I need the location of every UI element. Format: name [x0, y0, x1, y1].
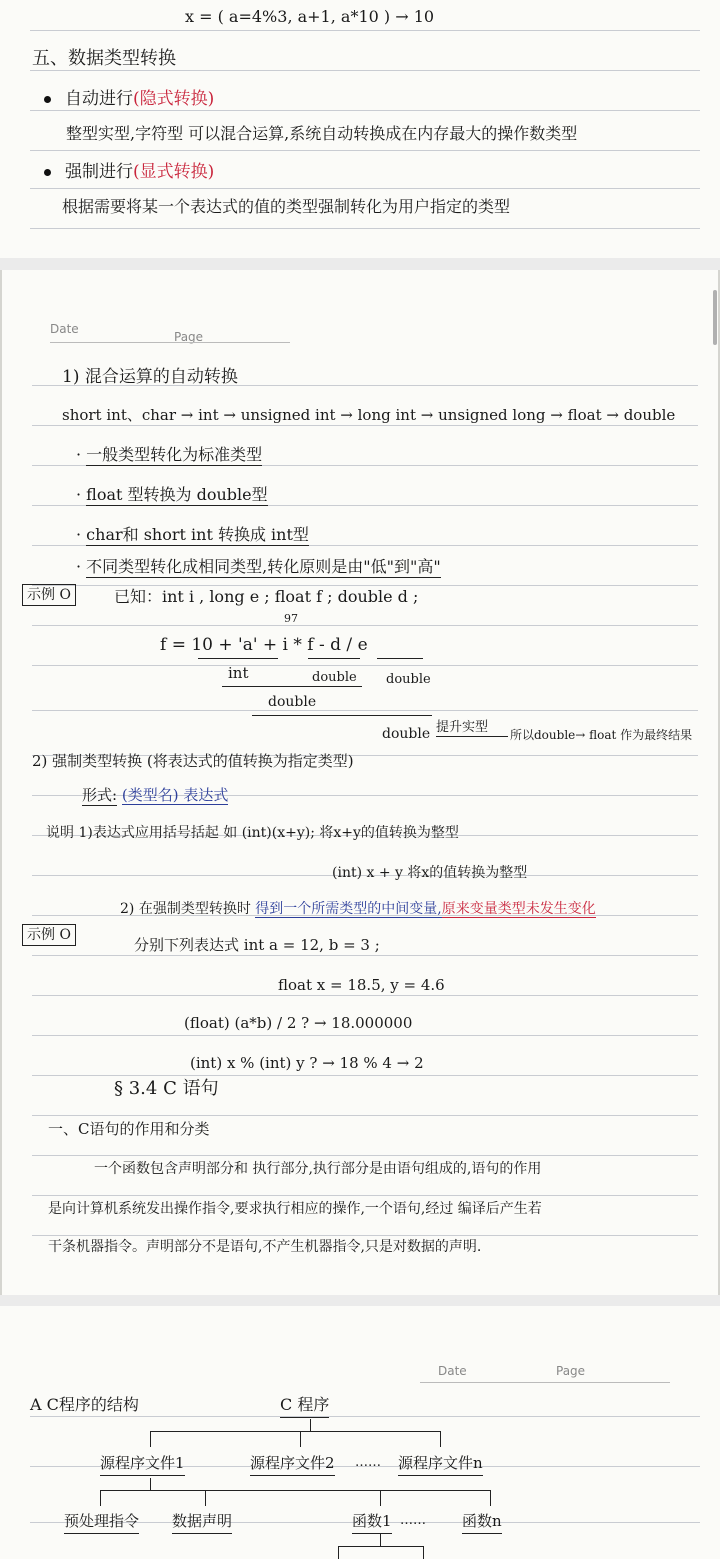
top-formula: x = ( a=4%3, a+1, a*10 ) → 10	[185, 7, 435, 26]
form-line	[82, 784, 228, 806]
notebook-page-2	[0, 270, 720, 1295]
example2-line1: (float) (a*b) / 2 ? → 18.000000	[184, 1014, 413, 1032]
point-text: 一般类型转化为标准类型	[86, 445, 263, 464]
bullet-dot	[44, 96, 51, 103]
label-double-b: double	[386, 672, 431, 687]
point-3: · char和 short int 转换成 int型	[76, 525, 309, 544]
bullet-note: (显式转换)	[133, 162, 215, 182]
paragraph-line-3: 干条机器指令。声明部分不是语句,不产生机器指令,只是对数据的声明.	[48, 1239, 482, 1255]
preprocessor-directives: 预处理指令	[64, 1510, 139, 1534]
bullet-dot	[44, 169, 51, 176]
example2-intro: 分别下列表达式 int a = 12, b = 3 ;	[134, 936, 380, 954]
description-1: 说明 1)表达式应用括号括起 如 (int)(x+y); 将x+y的值转换为整型	[46, 825, 459, 841]
desc2-blue: 得到一个所需类型的中间变量,	[255, 901, 442, 917]
example1-formula: f = 10 + 'a' + i * f - d / e	[160, 635, 368, 655]
structure-title: A C程序的结构	[30, 1395, 139, 1414]
source-file-2: 源程序文件2	[250, 1452, 335, 1476]
notebook-page-3	[0, 1306, 720, 1559]
bullet-label: 自动进行	[65, 89, 133, 109]
desc2-red: 原来变量类型未发生变化	[441, 901, 596, 917]
paragraph-line-1: 一个函数包含声明部分和 执行部分,执行部分是由语句组成的,语句的作用	[94, 1161, 542, 1177]
sub-heading-force: 2) 强制类型转换 (将表达式的值转换为指定类型)	[32, 752, 354, 770]
sub-heading-auto: 1) 混合运算的自动转换	[62, 367, 238, 387]
page-label: Page	[556, 1364, 586, 1378]
annotation-97: 97	[284, 612, 298, 625]
label-double-c: double	[268, 694, 317, 710]
scrollbar-thumb[interactable]	[713, 290, 717, 345]
label-double-a: double	[312, 670, 357, 685]
description-1b: (int) x + y 将x的值转换为整型	[332, 865, 528, 881]
leaf-ellipsis: ……	[400, 1513, 426, 1528]
example-tag-2: 示例 O	[22, 924, 76, 946]
point-text: char和 short int 转换成 int型	[86, 525, 309, 544]
implicit-description: 整型实型,字符型 可以混合运算,系统自动转换成在内存最大的操作数类型	[66, 124, 578, 143]
date-label: Date	[438, 1364, 467, 1378]
root-node: C 程序	[280, 1394, 329, 1418]
point-2: · float 型转换为 double型	[76, 485, 268, 504]
data-declaration: 数据声明	[172, 1510, 232, 1534]
description-2: 2) 在强制类型转换时 得到一个所需类型的中间变量,原来变量类型未发生变化	[120, 901, 596, 917]
notebook-page-1	[0, 0, 720, 258]
part1-title: 一、C语句的作用和分类	[48, 1120, 210, 1138]
example1-given: 已知：int i , long e ; float f ; double d ;	[114, 587, 419, 606]
section-heading-3-4: § 3.4 C 语句	[114, 1078, 219, 1099]
source-file-1: 源程序文件1	[100, 1452, 185, 1476]
date-label: Date	[50, 322, 79, 336]
point-4: · 不同类型转化成相同类型,转化原则是由"低"到"高"	[76, 557, 441, 576]
bullet-implicit	[44, 88, 214, 110]
ellipsis: ……	[355, 1455, 381, 1470]
bullet-explicit	[44, 161, 214, 183]
form-value: (类型名) 表达式	[121, 786, 229, 804]
function-body-box	[338, 1546, 424, 1559]
arrow-note: 提升实型	[436, 716, 508, 737]
label-int: int	[228, 664, 249, 682]
page-label: Page	[174, 330, 204, 344]
example2-line2: (int) x % (int) y ? → 18 % 4 → 2	[190, 1054, 424, 1072]
label-double-d: double	[382, 726, 431, 742]
paragraph-line-2: 是向计算机系统发出操作指令,要求执行相应的操作,一个语句,经过 编译后产生若	[48, 1201, 542, 1217]
source-file-n: 源程序文件n	[398, 1452, 483, 1476]
form-label: 形式:	[82, 786, 118, 804]
section-heading: 五、数据类型转换	[32, 48, 176, 69]
bullet-label: 强制进行	[65, 162, 133, 182]
example-tag: 示例 O	[22, 584, 76, 606]
conversion-chain: short int、char → int → unsigned int → long int → unsigned long → float → double	[62, 406, 676, 424]
bullet-note: (隐式转换)	[133, 89, 215, 109]
example1-result: 所以double→ float 作为最终结果	[510, 728, 693, 742]
explicit-description: 根据需要将某一个表达式的值的类型强制转化为用户指定的类型	[62, 197, 511, 216]
example2-float: float x = 18.5, y = 4.6	[278, 976, 445, 994]
point-text: 不同类型转化成相同类型,转化原则是由"低"到"高"	[86, 557, 441, 576]
function-n: 函数n	[462, 1510, 502, 1534]
function-1: 函数1	[352, 1510, 392, 1534]
point-text: float 型转换为 double型	[86, 485, 268, 504]
point-1: · 一般类型转化为标准类型	[76, 445, 263, 464]
